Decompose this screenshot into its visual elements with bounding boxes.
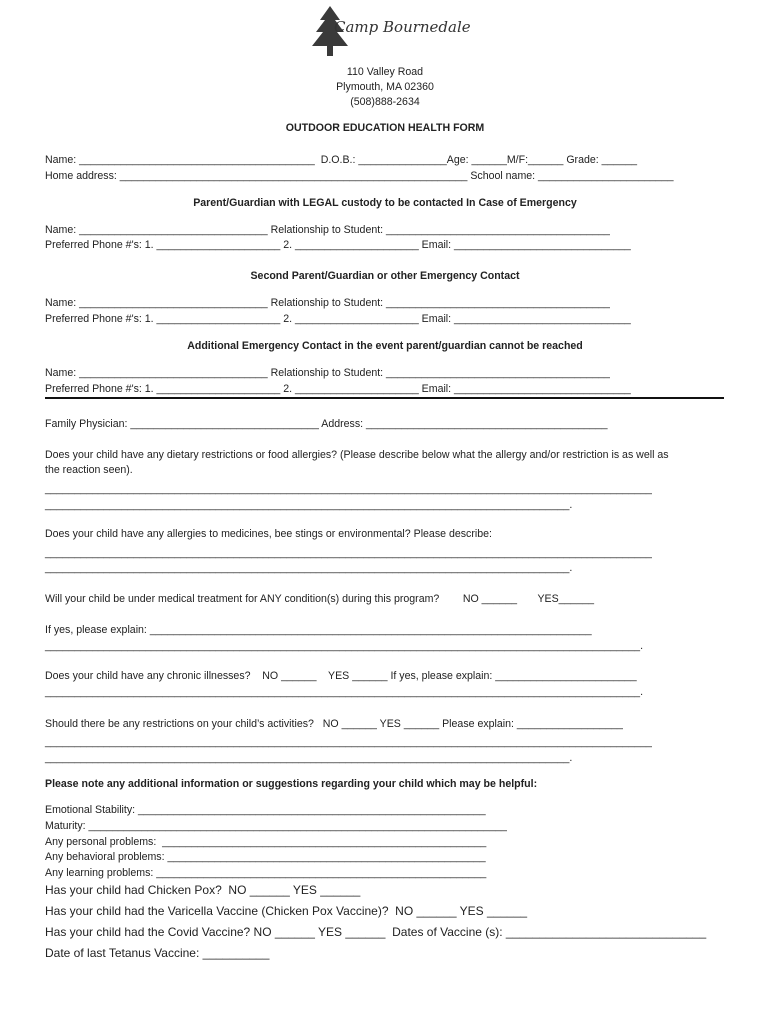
dietary-answer-line[interactable]: _______________________________________________________________________________________________________	[45, 483, 652, 495]
dietary-question-cont: the reaction seen).	[45, 464, 133, 476]
guardian3-name-line[interactable]: Name: ________________________________ Relationship to Student: ______________________________________	[45, 367, 610, 379]
treatment-explain-blank[interactable]: _____________________________________________________________________________________________________.	[45, 640, 644, 652]
restrictions-answer-line[interactable]: _______________________________________________________________________________________________________	[45, 736, 652, 748]
guardian2-name-line[interactable]: Name: ________________________________ Relationship to Student: ______________________________________	[45, 297, 610, 309]
tetanus-vaccine-line[interactable]: Date of last Tetanus Vaccine: __________	[45, 946, 270, 960]
additional-info-heading: Please note any additional information or suggestions regarding your child which may be helpful:	[45, 778, 538, 790]
learning-problems-line[interactable]: Any learning problems: ________________________________________________________	[45, 867, 487, 879]
chicken-pox-line[interactable]: Has your child had Chicken Pox? NO ______ YES ______	[45, 883, 361, 897]
physician-line[interactable]: Family Physician: ________________________________ Address: _________________________________________	[45, 418, 608, 430]
address-phone: (508)888-2634	[350, 96, 420, 108]
guardian1-phone-line[interactable]: Preferred Phone #'s: 1. _____________________ 2. _____________________ Email: ______________________________	[45, 239, 631, 251]
treatment-explain-line[interactable]: If yes, please explain: ___________________________________________________________________________	[45, 624, 592, 636]
name-dob-line[interactable]: Name: ________________________________________ D.O.B.: _______________Age: ______M/F:______ Grade: ______	[45, 154, 637, 166]
varicella-vaccine-line[interactable]: Has your child had the Varicella Vaccine (Chicken Pox Vaccine)? NO ______ YES ______	[45, 904, 528, 918]
covid-vaccine-line[interactable]: Has your child had the Covid Vaccine? NO ______ YES ______ Dates of Vaccine (s): ______________________________	[45, 925, 707, 939]
chronic-explain-blank[interactable]: _____________________________________________________________________________________________________.	[45, 686, 644, 698]
guardian3-heading: Additional Emergency Contact in the event parent/guardian cannot be reached	[187, 340, 583, 352]
behavioral-problems-line[interactable]: Any behavioral problems: ______________________________________________________	[45, 851, 486, 863]
home-address-line[interactable]: Home address: ___________________________________________________________ School name: _______________________	[45, 170, 674, 182]
maturity-line[interactable]: Maturity: _______________________________________________________________________	[45, 820, 507, 832]
personal-problems-line[interactable]: Any personal problems: _______________________________________________________	[45, 836, 487, 848]
camp-logo	[310, 4, 471, 60]
guardian3-phone-line[interactable]: Preferred Phone #'s: 1. _____________________ 2. _____________________ Email: ______________________________	[45, 383, 631, 395]
address-line2: Plymouth, MA 02360	[336, 81, 434, 93]
guardian1-heading: Parent/Guardian with LEGAL custody to be contacted In Case of Emergency	[193, 197, 577, 209]
restrictions-question[interactable]: Should there be any restrictions on your child’s activities? NO ______ YES ______ Please explain: __________________	[45, 718, 623, 730]
dietary-question: Does your child have any dietary restrictions or food allergies? (Please describe below what the allergy and/or restriction is as well as	[45, 449, 669, 461]
allergy-answer-line[interactable]: _________________________________________________________________________________________.	[45, 562, 573, 574]
guardian1-name-line[interactable]: Name: ________________________________ Relationship to Student: ______________________________________	[45, 224, 610, 236]
guardian2-heading: Second Parent/Guardian or other Emergency Contact	[250, 270, 520, 282]
logo-text: Camp Bournedale	[334, 18, 471, 36]
treatment-question[interactable]: Will your child be under medical treatment for ANY condition(s) during this program? NO ______ YES______	[45, 593, 594, 605]
allergy-answer-line[interactable]: _______________________________________________________________________________________________________	[45, 547, 652, 559]
guardian2-phone-line[interactable]: Preferred Phone #'s: 1. _____________________ 2. _____________________ Email: ______________________________	[45, 313, 631, 325]
form-title: OUTDOOR EDUCATION HEALTH FORM	[285, 122, 485, 134]
section-divider	[45, 397, 724, 399]
address-line1: 110 Valley Road	[346, 66, 424, 78]
dietary-answer-line[interactable]: _________________________________________________________________________________________.	[45, 499, 573, 511]
emotional-stability-line[interactable]: Emotional Stability: ___________________________________________________________	[45, 804, 486, 816]
allergy-question: Does your child have any allergies to medicines, bee stings or environmental? Please describe:	[45, 528, 492, 540]
chronic-question[interactable]: Does your child have any chronic illnesses? NO ______ YES ______ If yes, please explain: ________________________	[45, 670, 637, 682]
restrictions-answer-line[interactable]: _________________________________________________________________________________________.	[45, 752, 573, 764]
